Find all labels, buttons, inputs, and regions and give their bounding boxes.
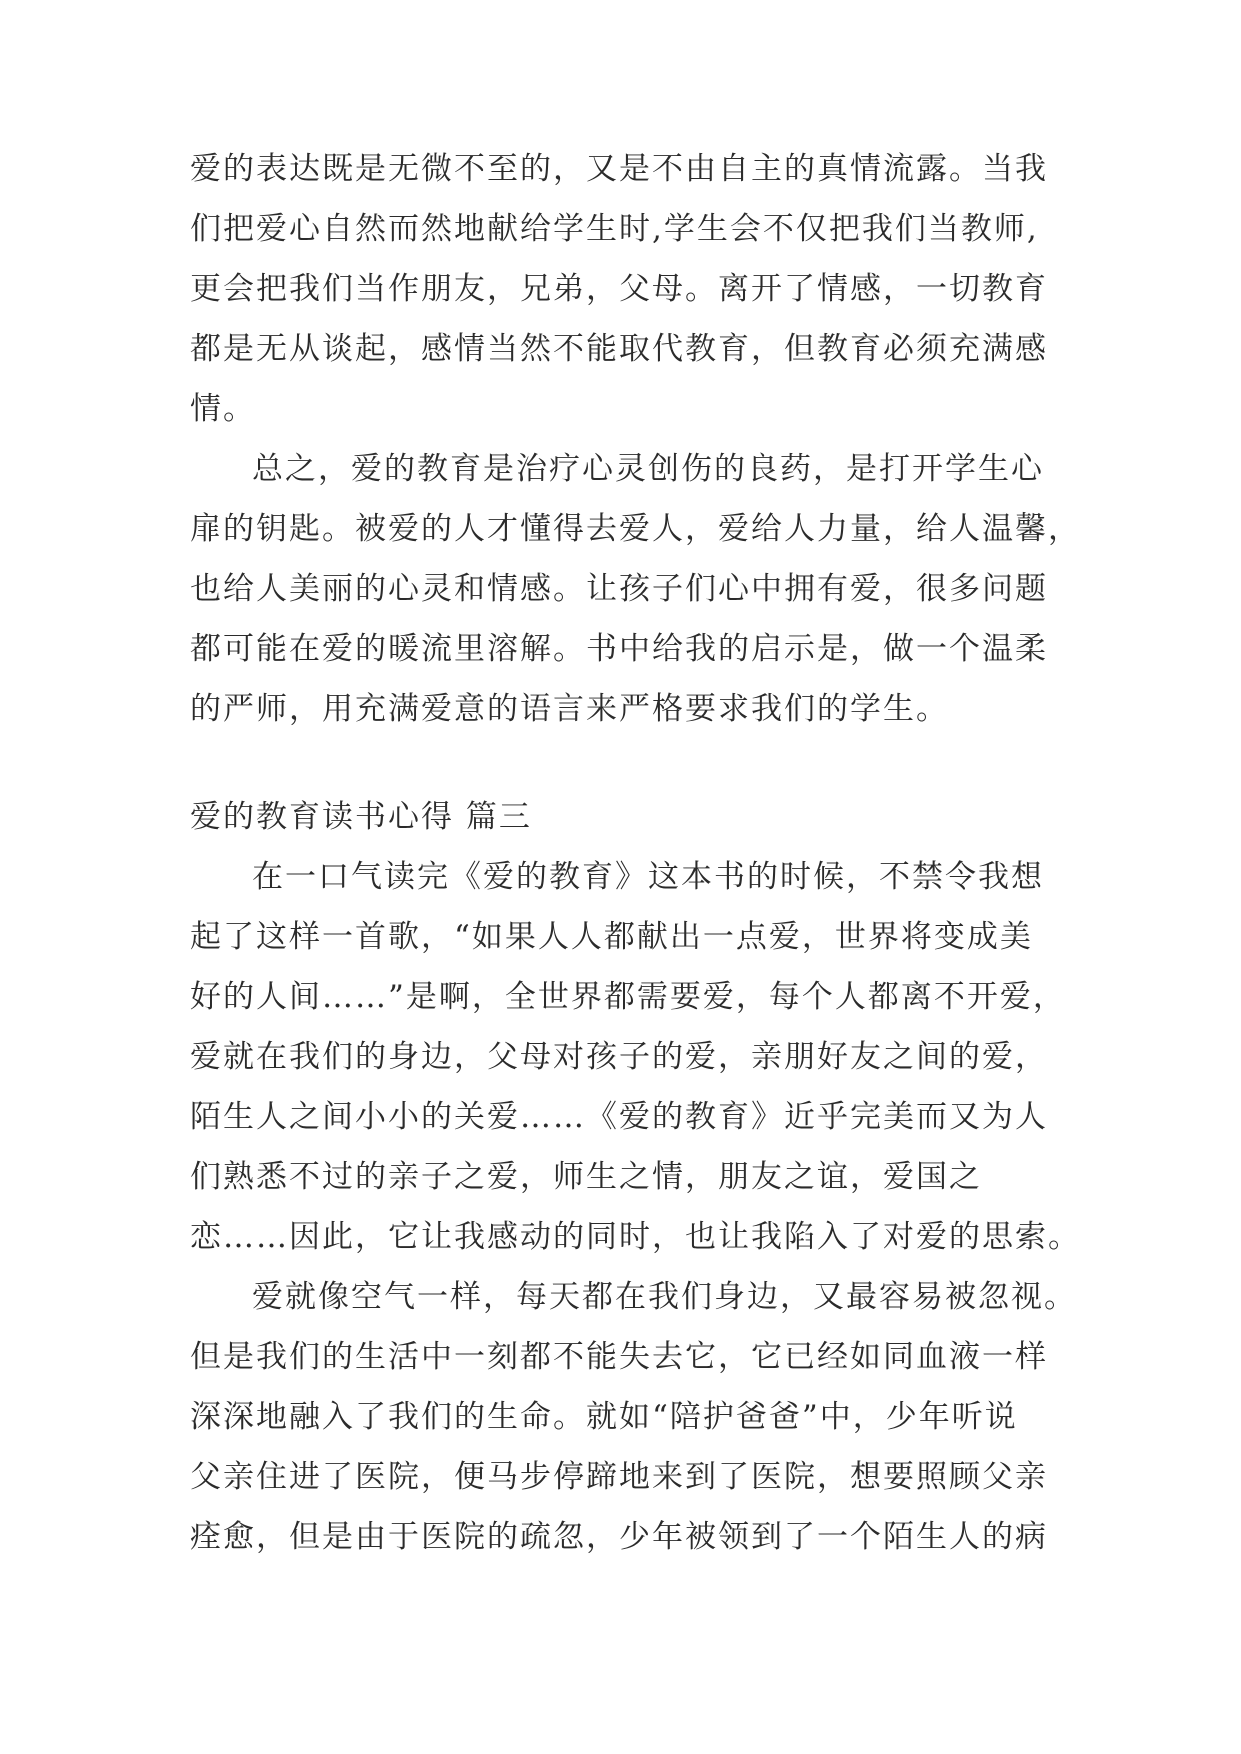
paragraph-line: 们把爱心自然而然地献给学生时,学生会不仅把我们当教师, — [190, 211, 1039, 247]
paragraph-line: 起了这样一首歌，“如果人人都献出一点爱，世界将变成美 — [190, 919, 1033, 955]
paragraph-line: 好的人间……”是啊，全世界都需要爱，每个人都离不开爱， — [190, 979, 1066, 1015]
paragraph-line: 痊愈，但是由于医院的疏忽，少年被领到了一个陌生人的病 — [190, 1519, 1048, 1555]
paragraph-line: 陌生人之间小小的关爱……《爱的教育》近乎完美而又为人 — [190, 1099, 1048, 1135]
paragraph-line: 都是无从谈起，感情当然不能取代教育，但教育必须充满感 — [190, 331, 1048, 367]
paragraph-line: 在一口气读完《爱的教育》这本书的时候，不禁令我想 — [252, 859, 1044, 895]
paragraph-line: 扉的钥匙。被爱的人才懂得去爱人，爱给人力量，给人温馨， — [190, 511, 1081, 547]
paragraph-line: 更会把我们当作朋友，兄弟，父母。离开了情感，一切教育 — [190, 271, 1048, 307]
paragraph-line: 爱就像空气一样，每天都在我们身边，又最容易被忽视。 — [252, 1279, 1077, 1315]
paragraph-line: 爱就在我们的身边，父母对孩子的爱，亲朋好友之间的爱， — [190, 1039, 1048, 1075]
paragraph-line: 爱的表达既是无微不至的，又是不由自主的真情流露。当我 — [190, 151, 1048, 187]
paragraph-line: 都可能在爱的暖流里溶解。书中给我的启示是，做一个温柔 — [190, 631, 1048, 667]
paragraph-line: 们熟悉不过的亲子之爱，师生之情，朋友之谊，爱国之 — [190, 1159, 982, 1195]
paragraph-line: 也给人美丽的心灵和情感。让孩子们心中拥有爱，很多问题 — [190, 571, 1048, 607]
paragraph-line: 情。 — [190, 391, 256, 427]
paragraph-line: 恋……因此，它让我感动的同时，也让我陷入了对爱的思索。 — [190, 1219, 1081, 1255]
section-heading: 爱的教育读书心得 篇三 — [190, 799, 532, 835]
paragraph-line: 父亲住进了医院，便马步停蹄地来到了医院，想要照顾父亲 — [190, 1459, 1048, 1495]
paragraph-line: 的严师，用充满爱意的语言来严格要求我们的学生。 — [190, 691, 949, 727]
paragraph-line: 深深地融入了我们的生命。就如“陪护爸爸”中，少年听说 — [190, 1399, 1018, 1435]
paragraph-line: 但是我们的生活中一刻都不能失去它，它已经如同血液一样 — [190, 1339, 1048, 1375]
paragraph-line: 总之，爱的教育是治疗心灵创伤的良药，是打开学生心 — [252, 451, 1044, 487]
